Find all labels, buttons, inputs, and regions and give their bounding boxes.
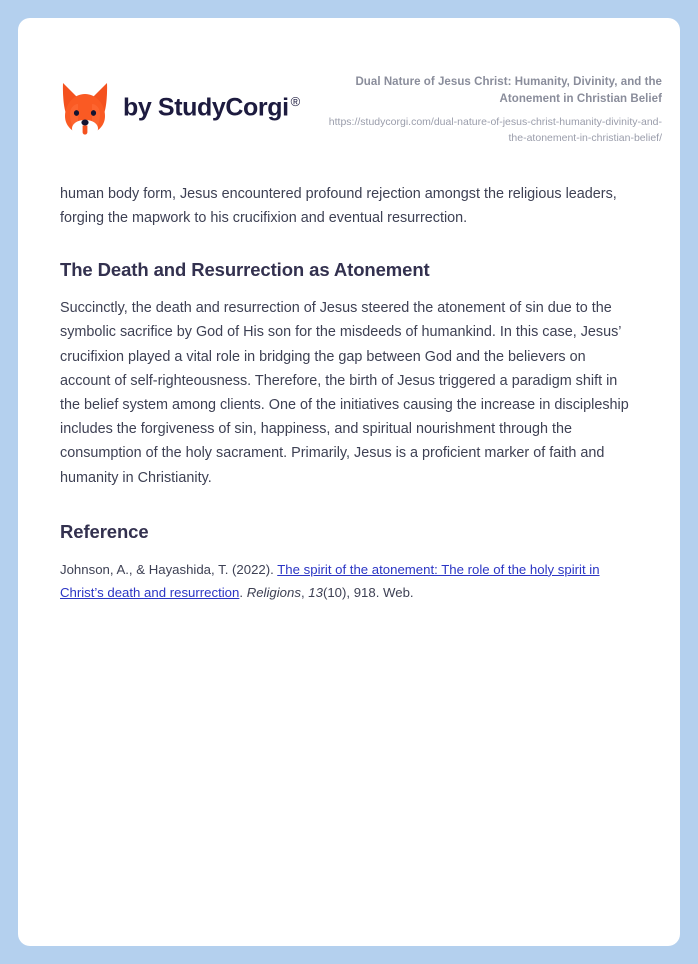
reference-volume: 13 <box>308 585 323 601</box>
reference-heading: Reference <box>60 520 149 542</box>
header-meta <box>317 72 662 146</box>
reference-authors-year: Johnson, A., & Hayashida, T. (2022). <box>60 561 278 577</box>
corgi-face-logo-icon <box>60 80 110 136</box>
reference-after-link: . <box>239 585 247 601</box>
section-paragraph: Succinctly, the death and resurrection of Jesus steered the atonement of sin due to the symbolic sacrifice by God of His son for the misdeeds of humankind. In this case, Jesus’ crucifixion played a vital role in bridging the gap between God and the believers on account of self-righteousness. Therefore, the birth of Jesus triggered a paradigm shift in the belief system among clients. One of the initiatives causing the increase in discipleship includes the forgiveness of sin, happiness, and spiritual nourishment through the consumption of the holy sacrament. Primarily, Jesus is a proficient marker of faith and humanity in Christianity. <box>60 300 629 486</box>
reference-journal-separator: , <box>300 585 309 601</box>
section-heading: The Death and Resurrection as Atonement <box>60 259 430 281</box>
brand-logo <box>60 72 300 136</box>
document-body <box>18 182 680 605</box>
brand-name-text: by StudyCorgi <box>123 93 289 122</box>
document-header <box>18 18 680 146</box>
page-title: Dual Nature of Jesus Christ: Humanity, Divinity, and the Atonement in Christian Belief <box>355 76 662 105</box>
page-url[interactable]: https://studycorgi.com/dual-nature-of-jesus-christ-humanity-divinity-and-the-atonement-in-christian-belief/ <box>328 116 662 144</box>
registered-trademark-icon: ® <box>290 94 300 110</box>
reference-journal: Religions <box>246 585 301 601</box>
document-page-card <box>18 18 680 946</box>
reference-issue-pages: (10), 918. Web. <box>322 585 414 601</box>
brand-name <box>123 95 300 120</box>
reference-link[interactable]: The spirit of the atonement: The role of the holy spirit in Christ’s death and resurrection <box>60 561 600 601</box>
intro-paragraph: human body form, Jesus encountered profound rejection amongst the religious leaders, forging the mapwork to his crucifixion and eventual resurrection. <box>60 185 617 226</box>
reference-entry <box>60 558 638 605</box>
